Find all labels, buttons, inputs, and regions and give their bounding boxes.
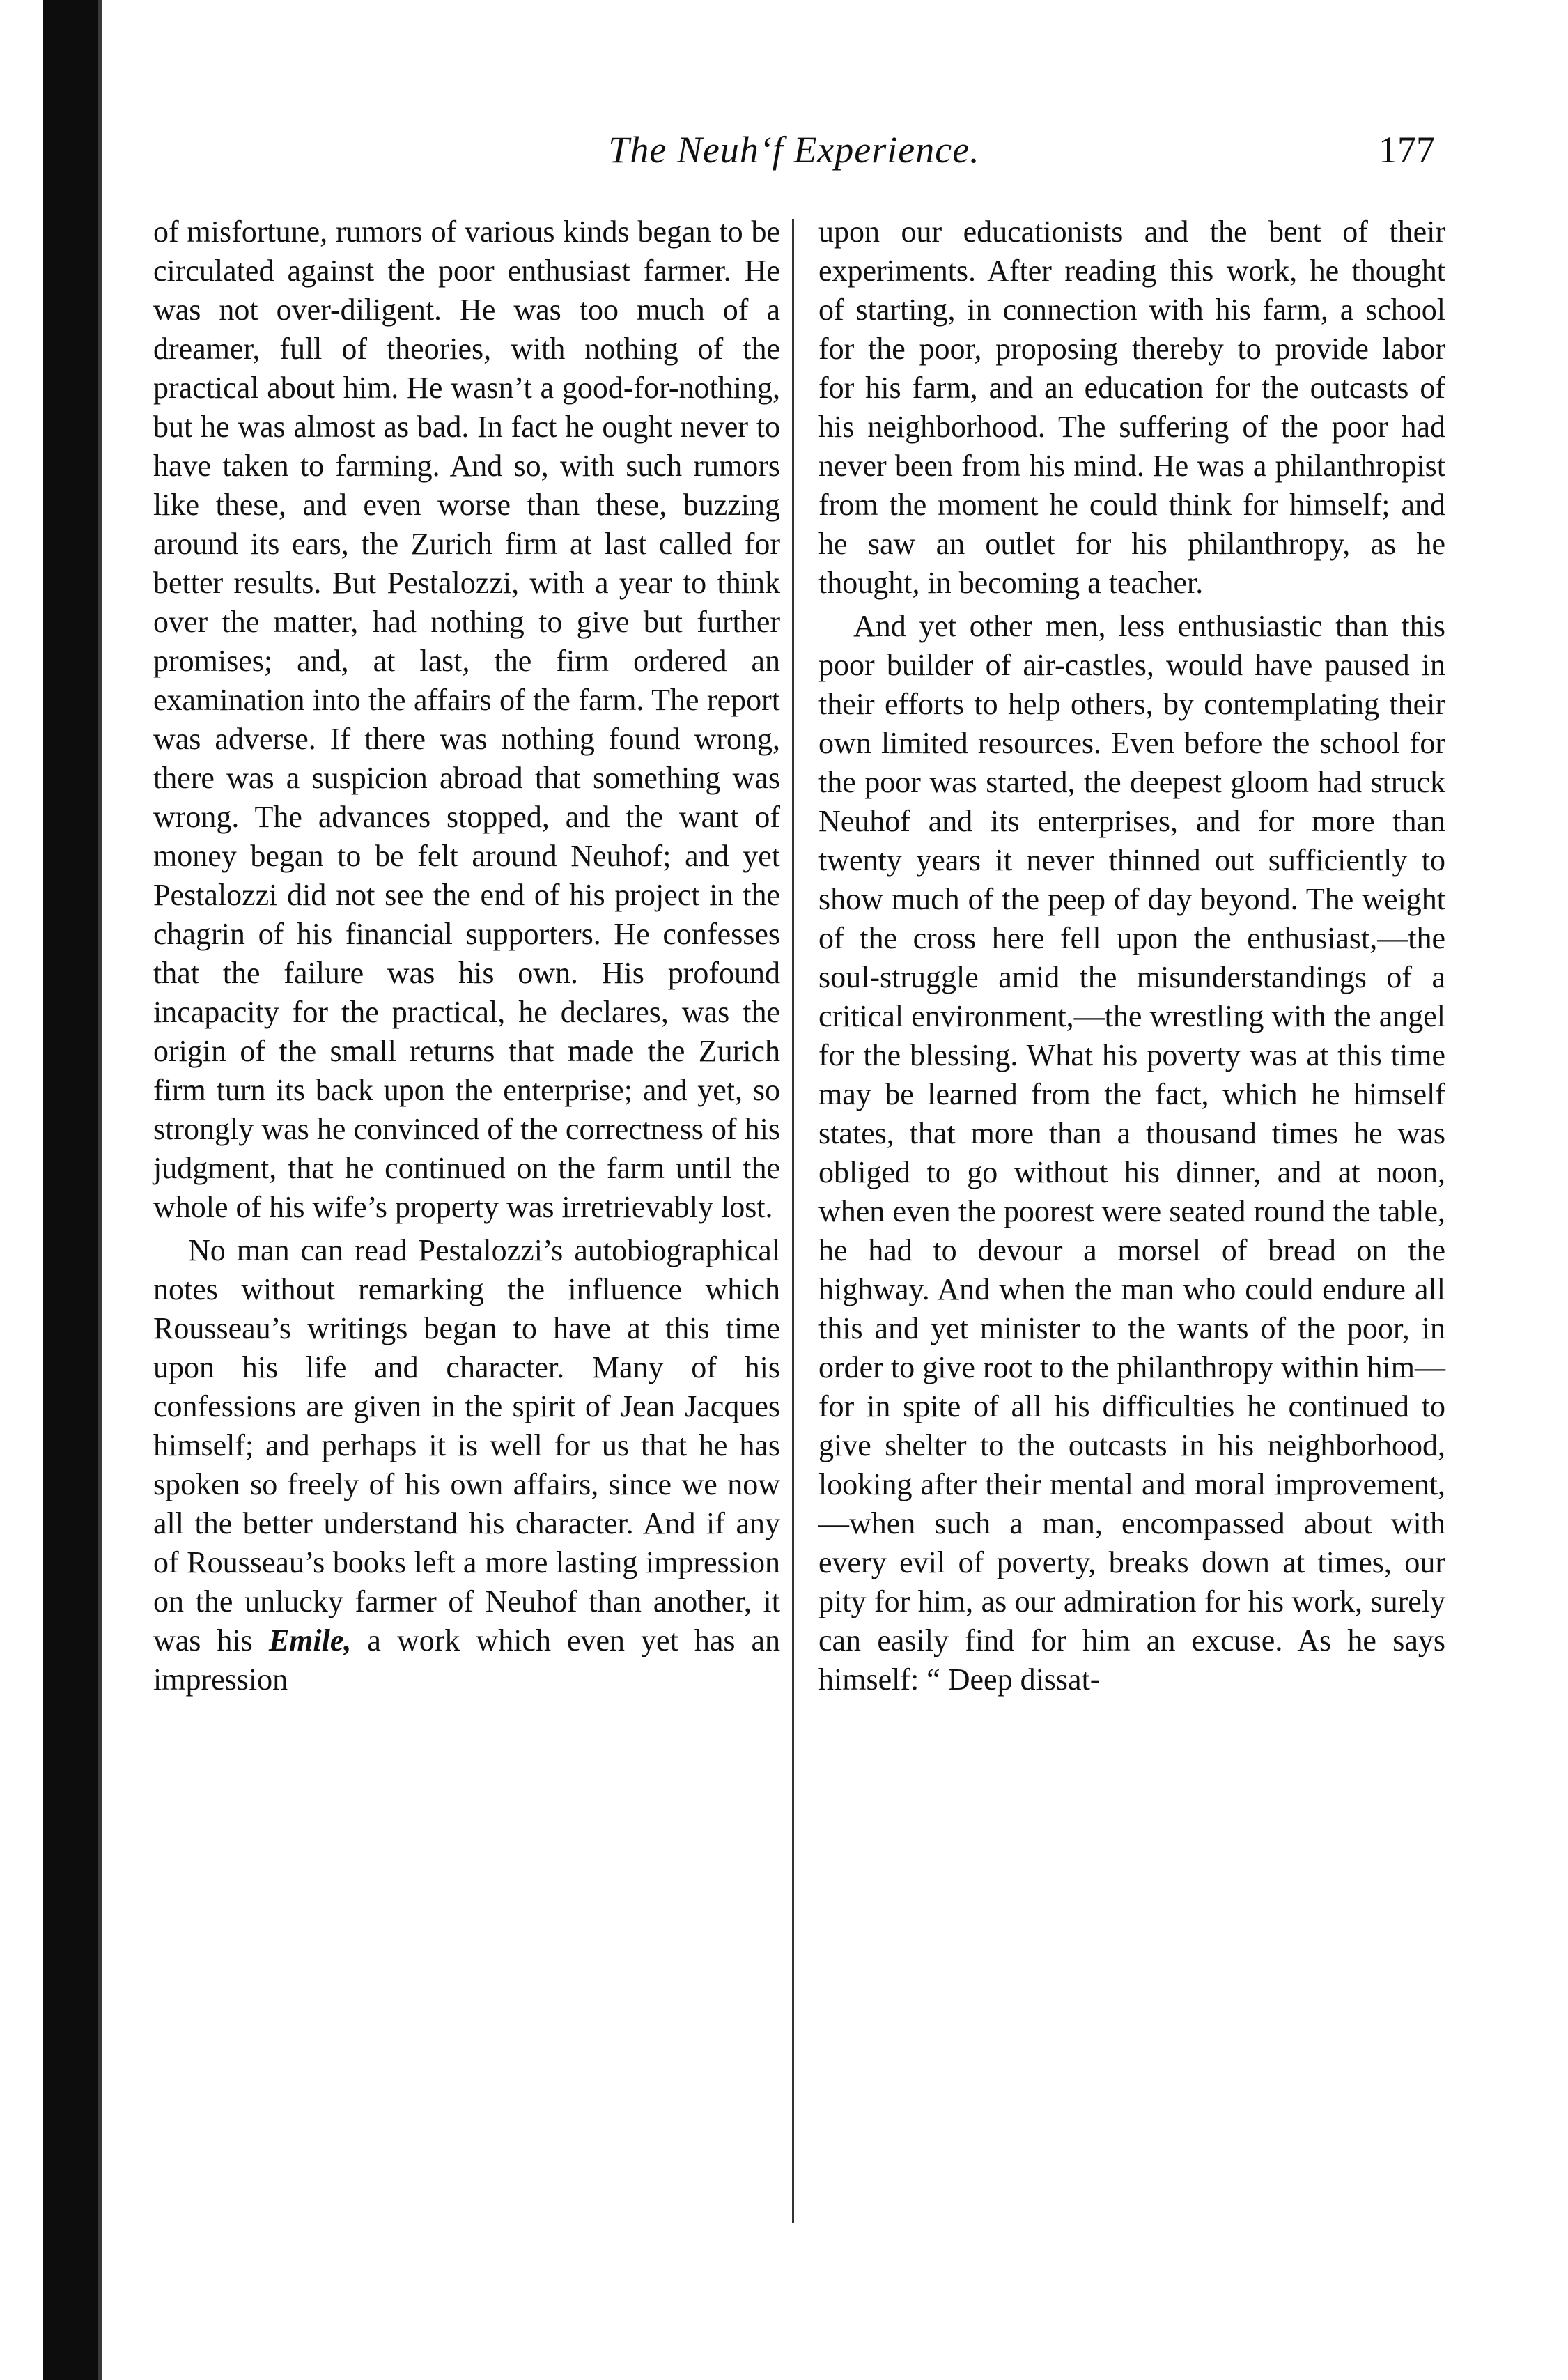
book-spine-shadow [43,0,98,2380]
right-column [818,212,1445,1699]
column-divider [792,219,794,2223]
left-column [153,212,780,1699]
left-paragraph-2-text-b: a work which even yet has an impression [153,1623,781,1697]
running-title: The Neuhʻf Experience. [608,129,980,171]
page-number: 177 [1379,129,1435,171]
right-paragraph-1: upon our educationists and the bent of their experiments. After reading this work, he thought of starting, in connection with his farm, a school for the poor, proposing thereby to provide labor for his farm, and an education for the outcasts of his neighborhood. The suffering of the poor had never been from his mind. He was a philanthropist from the moment he could think for himself; and he saw an outlet for his philanthropy, as he thought, in becoming a teacher. [818,215,1445,600]
book-spine-edge [98,0,102,2380]
book-title-emile: Emile, [268,1623,352,1658]
page-header [153,118,1435,181]
left-paragraph-2-text-a: No man can read Pestalozzi’s autobiographical notes without remarking the influence which Rousseau’s writings began to have at this time upon his life and character. Many of his confessions are given in the spirit of Jean Jacques himself; and perhaps it is well for us that he has spoken so freely of his own affairs, since we now all the better understand his character. And if any of Rousseau’s books left a more lasting impression on the unlucky farmer of Neuhof than another, it was his [153,1233,780,1658]
left-paragraph-2 [153,1231,780,1699]
left-paragraph-1: of misfortune, rumors of various kinds began to be circulated against the poor enthusiast farmer. He was not over-diligent. He was too much of a dreamer, full of theories, with nothing of the practical about him. He wasn’t a good-for-nothing, but he was almost as bad. In fact he ought never to have taken to farming. And so, with such rumors like these, and even worse than these, buzzing around its ears, the Zurich firm at last called for better results. But Pestalozzi, with a year to think over the matter, had nothing to give but further promises; and, at last, the firm ordered an examination into the affairs of the farm. The report was adverse. If there was nothing found wrong, there was a suspicion abroad that something was wrong. The advances stopped, and the want of money began to be felt around Neuhof; and yet Pestalozzi did not see the end of his project in the chagrin of his financial supporters. He confesses that the failure was his own. His profound incapacity for the practical, he declares, was the origin of the small returns that made the Zurich firm turn its back upon the enterprise; and yet, so strongly was he convinced of the correctness of his judgment, that he continued on the farm until the whole of his wife’s property was irretrievably lost. [153,215,780,1224]
right-paragraph-2: And yet other men, less enthusiastic than this poor builder of air-castles, would have paused in their efforts to help others, by contemplating their own limited resources. Even before the school for the poor was started, the deepest gloom had struck Neuhof and its enterprises, and for more than twenty years it never thinned out sufficiently to show much of the peep of day beyond. The weight of the cross here fell upon the enthusiast,—the soul-struggle amid the misunderstandings of a critical environment,—the wrestling with the angel for the blessing. What his poverty was at this time may be learned from the fact, which he himself states, that more than a thousand times he was obliged to go without his dinner, and at noon, when even the poorest were seated round the table, he had to devour a morsel of bread on the highway. And when the man who could endure all this and yet minister to the wants of the poor, in order to give root to the philanthropy within him—for in spite of all his difficulties he continued to give shelter to the outcasts in his neighborhood, looking after their mental and moral improvement,—when such a man, encompassed about with every evil of poverty, breaks down at times, our pity for him, as our admiration for his work, surely can easily find for him an excuse. As he says himself: “ Deep dissat- [818,609,1445,1697]
